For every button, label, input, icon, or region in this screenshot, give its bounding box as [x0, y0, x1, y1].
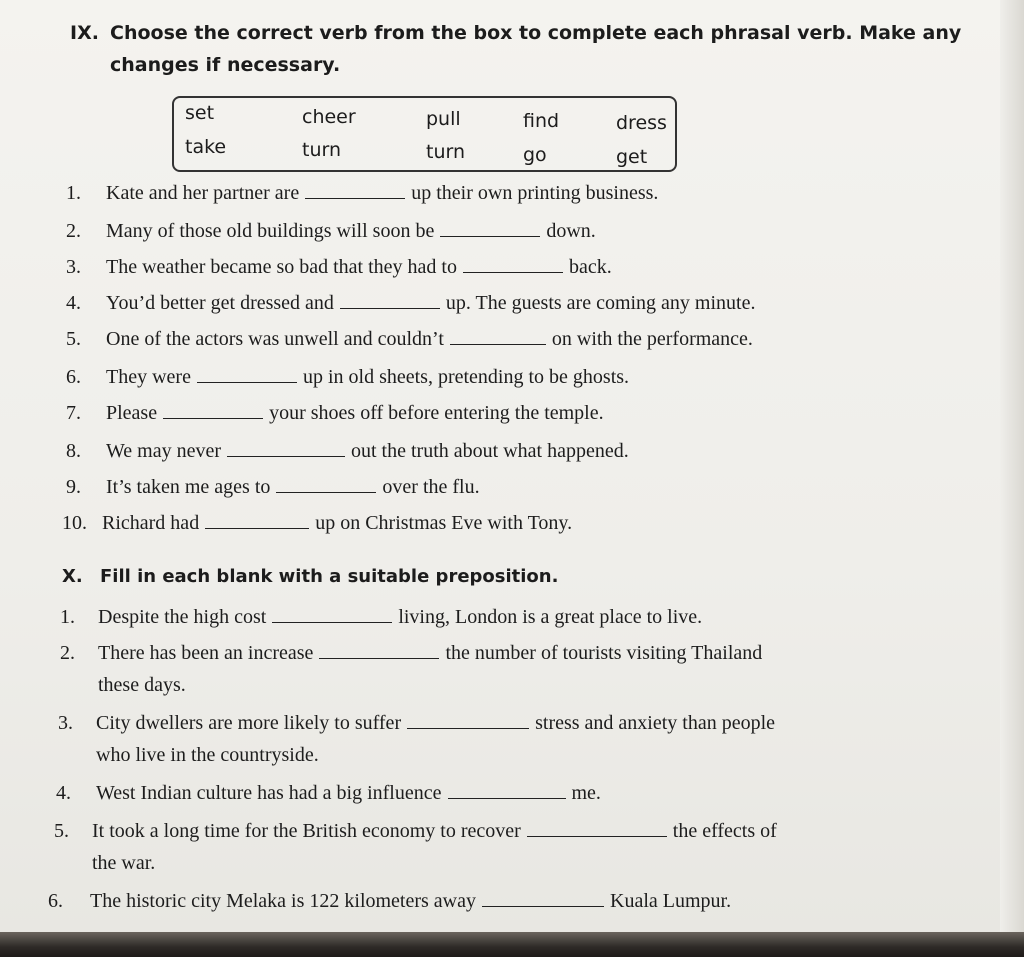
answer-blank[interactable] [163, 417, 263, 419]
answer-blank[interactable] [407, 727, 529, 729]
answer-blank[interactable] [319, 657, 439, 659]
answer-blank[interactable] [205, 527, 309, 529]
answer-blank[interactable] [463, 271, 563, 273]
word-box-item: get [616, 146, 648, 168]
word-box-item: take [185, 136, 227, 158]
section-ix-number: IX. [70, 22, 99, 44]
section-ix-heading [70, 18, 970, 82]
verb-word-box [172, 96, 677, 172]
section-ix-instruction-line1: Choose the correct verb from the box to complete each phrasal verb. Make any [110, 22, 962, 44]
answer-blank[interactable] [527, 835, 667, 837]
word-box-item: go [523, 144, 547, 166]
answer-blank[interactable] [227, 455, 345, 457]
answer-blank[interactable] [197, 381, 297, 383]
word-box-item: turn [302, 139, 342, 161]
answer-blank[interactable] [440, 235, 540, 237]
answer-blank[interactable] [450, 343, 546, 345]
answer-blank[interactable] [305, 197, 405, 199]
section-x-instruction: Fill in each blank with a suitable preposition. [100, 566, 559, 587]
section-x-number: X. [62, 566, 83, 587]
section-x-heading [62, 562, 662, 594]
word-box-item: find [523, 110, 560, 132]
page-shadow [0, 932, 1024, 957]
answer-blank[interactable] [482, 905, 604, 907]
word-box-item: turn [426, 141, 466, 163]
word-box-item: cheer [302, 106, 356, 128]
answer-blank[interactable] [340, 307, 440, 309]
word-box-item: set [185, 102, 215, 124]
answer-blank[interactable] [276, 491, 376, 493]
word-box-item: dress [616, 112, 667, 134]
answer-blank[interactable] [448, 797, 566, 799]
answer-blank[interactable] [272, 621, 392, 623]
page-edge [1000, 0, 1024, 935]
word-box-item: pull [426, 108, 461, 130]
section-ix-instruction-line2: changes if necessary. [110, 54, 341, 76]
